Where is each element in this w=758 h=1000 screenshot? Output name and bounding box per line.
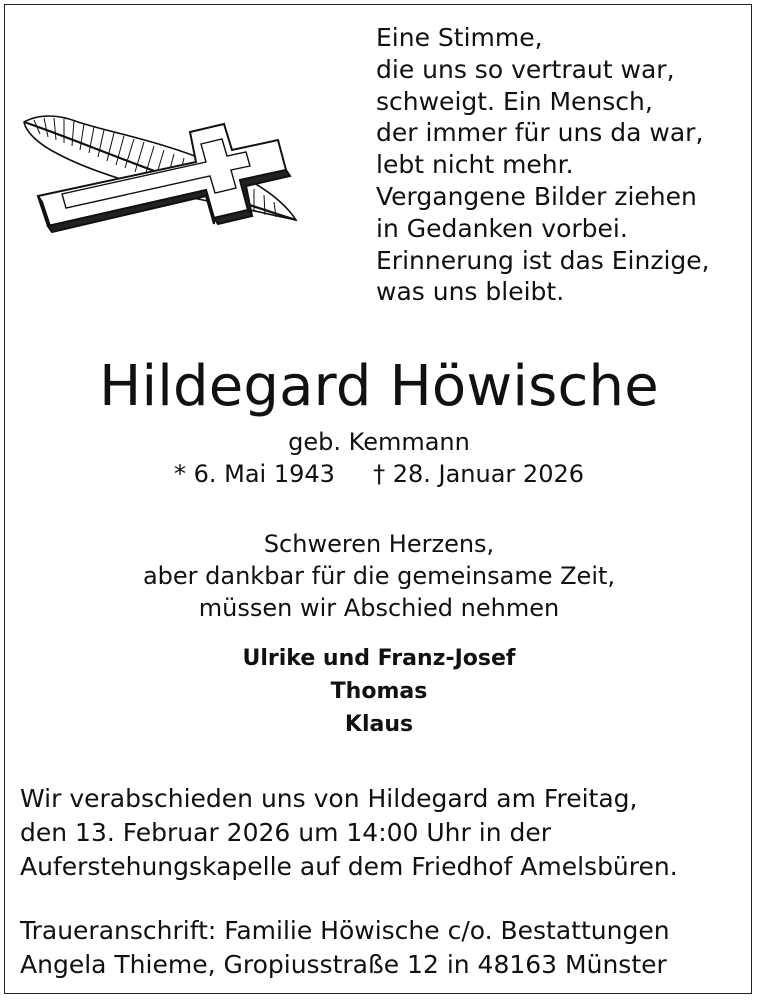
poem xyxy=(376,22,746,308)
address-line: Angela Thieme, Gropiusstraße 12 in 48163 Münster xyxy=(20,950,667,979)
farewell-line: aber dankbar für die gemeinsame Zeit, xyxy=(142,562,616,590)
poem-line: Eine Stimme, xyxy=(376,23,543,52)
poem-line: Erinnerung ist das Einzige, xyxy=(376,245,710,275)
life-dates xyxy=(0,458,758,490)
service-line: den 13. Februar 2026 um 14:00 Uhr in der xyxy=(20,818,552,847)
family-name: Thomas xyxy=(330,679,428,704)
farewell-line: müssen wir Abschied nehmen xyxy=(198,594,560,622)
family-name: Klaus xyxy=(344,712,414,737)
service-line: Auferstehungskapelle auf dem Friedhof Amelsbüren. xyxy=(20,852,678,881)
farewell-text xyxy=(0,528,758,624)
poem-line: schweigt. Ein Mensch, xyxy=(376,86,653,116)
mourning-address xyxy=(20,914,750,982)
family-names xyxy=(0,642,758,741)
address-line: Traueranschrift: Familie Höwische c/o. Bestattungen xyxy=(20,916,670,945)
service-announcement xyxy=(20,782,750,884)
poem-line: Vergangene Bilder ziehen xyxy=(376,181,697,211)
farewell-line: Schweren Herzens, xyxy=(263,530,495,558)
poem-line: was uns bleibt. xyxy=(376,277,565,307)
poem-line: lebt nicht mehr. xyxy=(376,150,574,180)
service-line: Wir verabschieden uns von Hildegard am Freitag, xyxy=(20,784,638,813)
poem-line: in Gedanken vorbei. xyxy=(376,213,628,243)
poem-line: der immer für uns da war, xyxy=(376,118,704,148)
deceased-name: Hildegard Höwische xyxy=(99,354,659,419)
birth-date: * 6. Mai 1943 xyxy=(173,460,335,488)
poem-line: die uns so vertraut war, xyxy=(376,54,675,84)
family-name: Ulrike und Franz-Josef xyxy=(242,646,516,671)
cross-with-palm-frond-icon xyxy=(18,110,308,240)
death-date: † 28. Januar 2026 xyxy=(373,460,585,488)
birth-name: geb. Kemmann xyxy=(288,428,470,456)
